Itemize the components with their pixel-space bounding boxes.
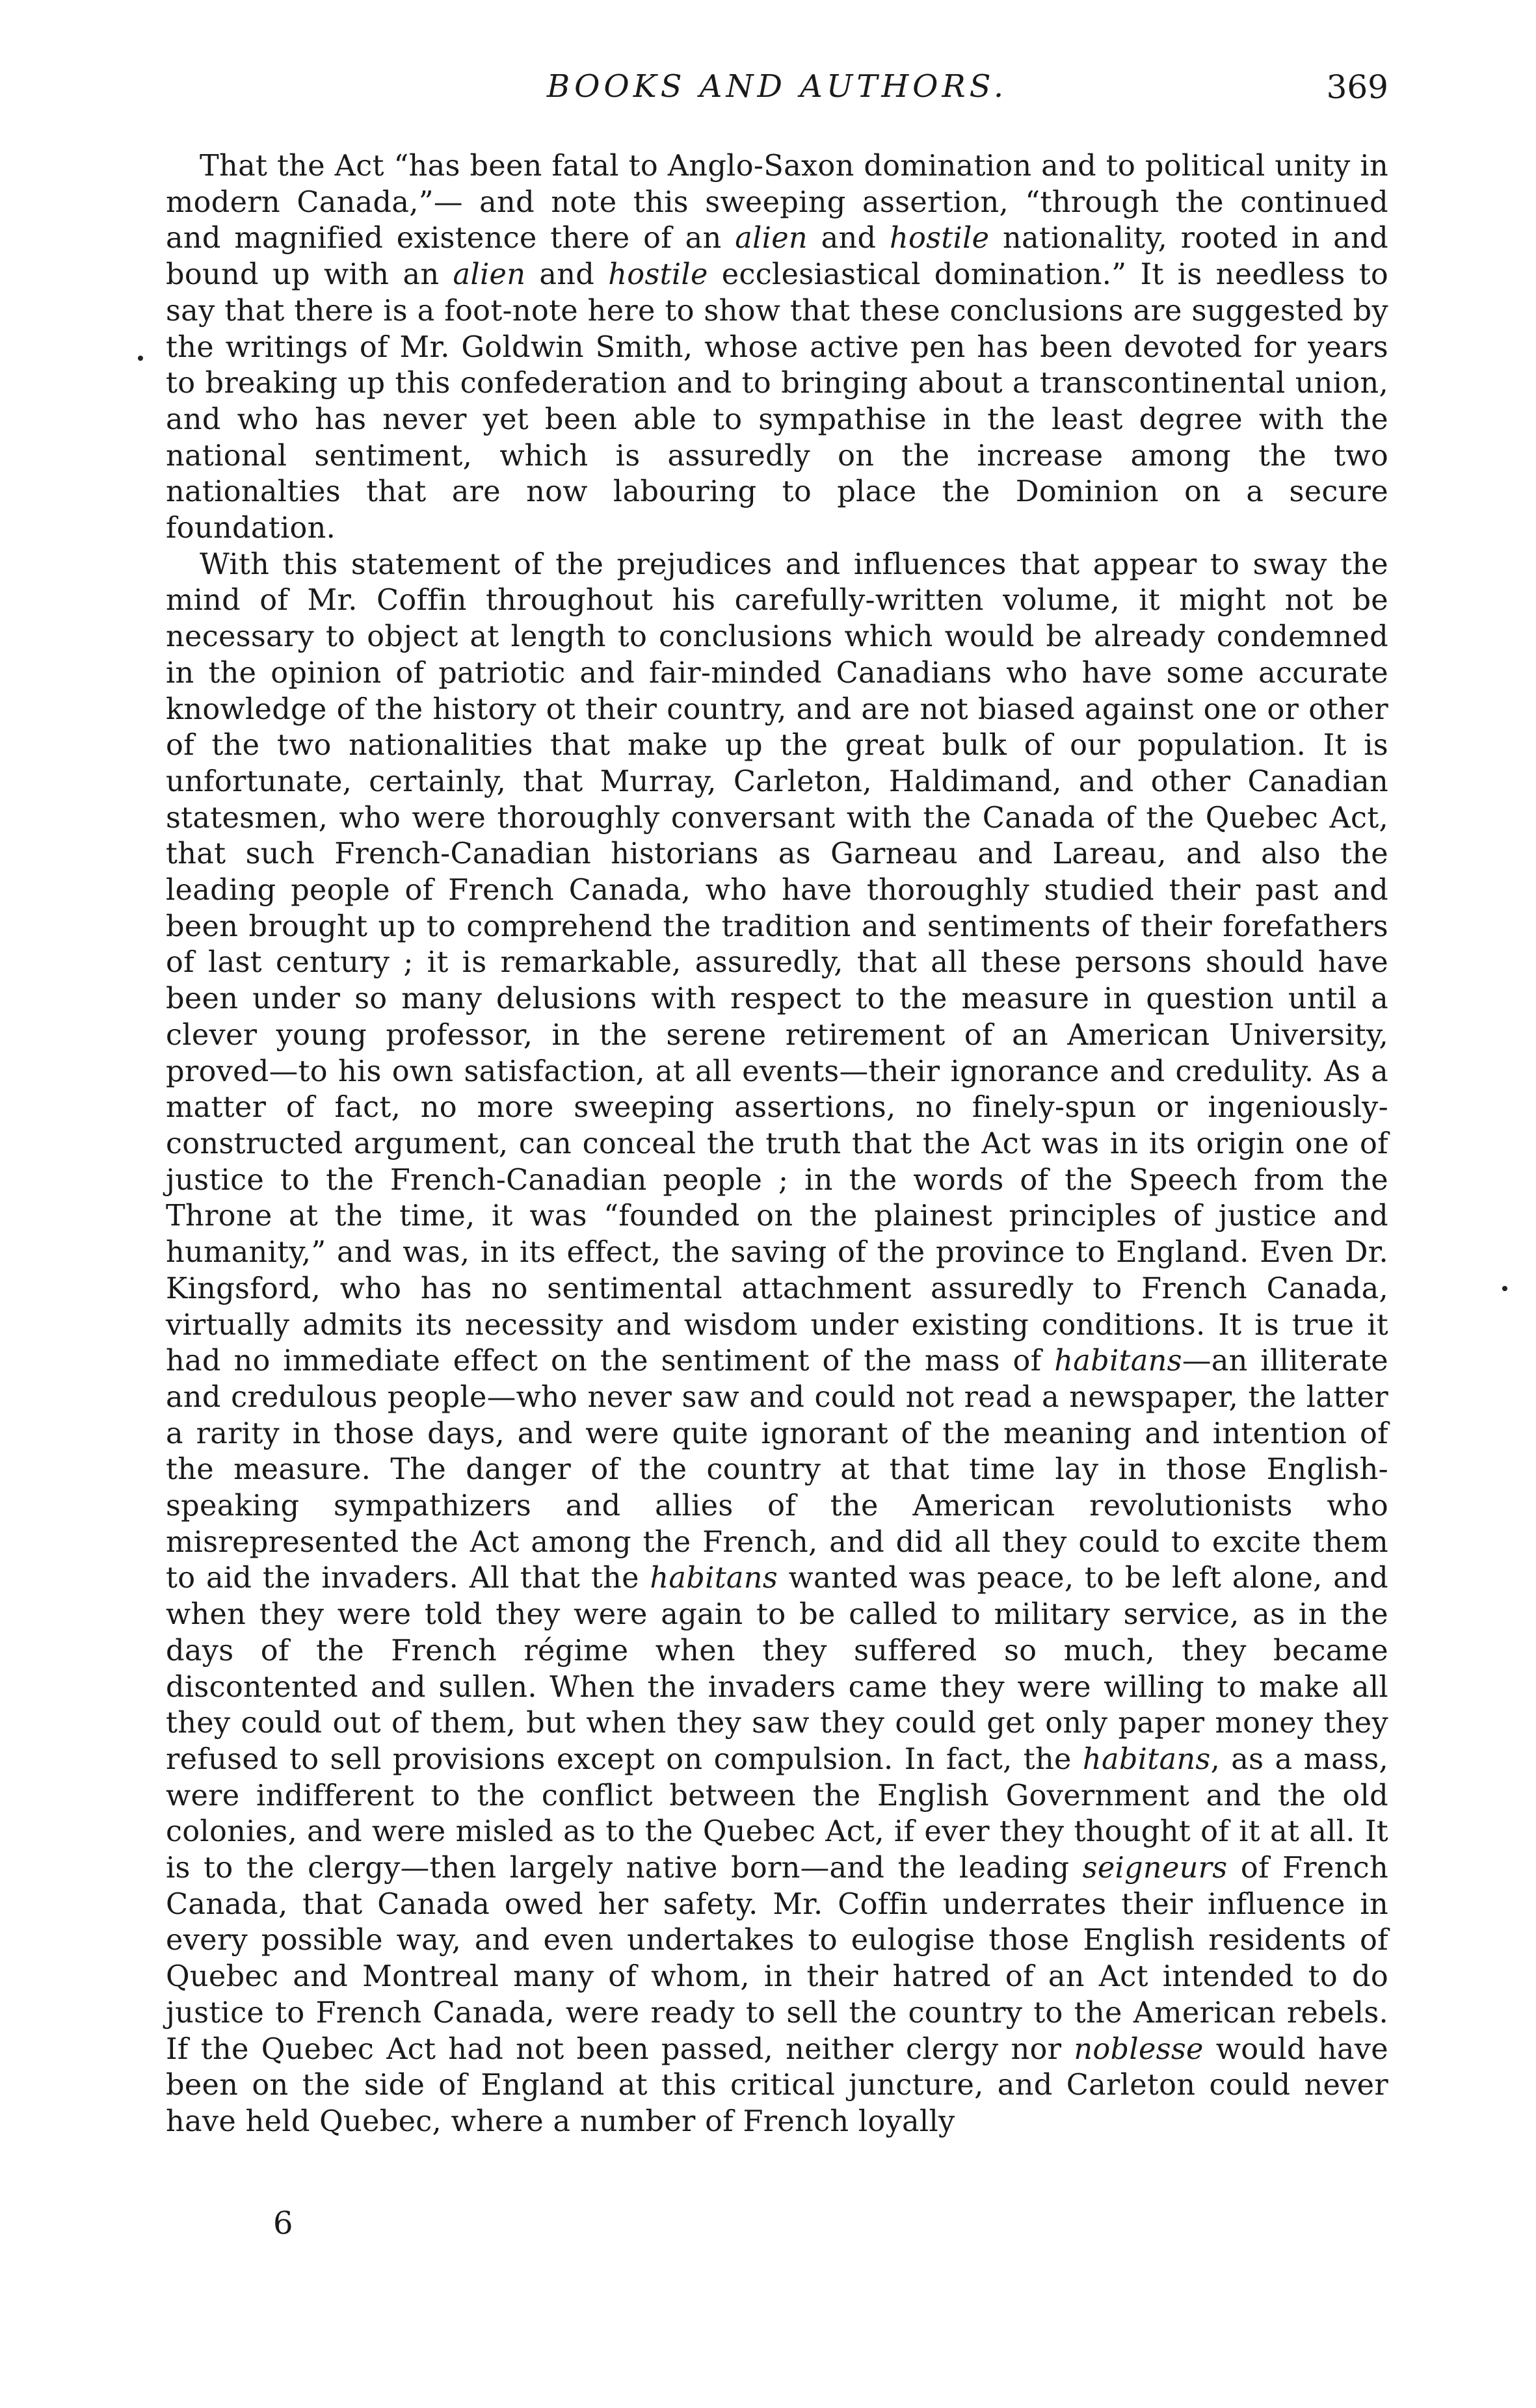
italic-term: habitans bbox=[650, 1561, 778, 1595]
italic-term: seigneurs bbox=[1082, 1851, 1228, 1885]
paragraph: With this statement of the prejudices and influences that appear to sway the mind of Mr. Coffin throughout his carefully-written volume, it might not be necessary to object at length to conclusions which would be already condemned in the opinion of patriotic and fair-minded Canadians who have some accurate knowledge of the history ot their country, and are not biased against one or other of the two nationalities that make up the great bulk of our population. It is unfortunate, certainly, that Murray, Carleton, Haldimand, and other Canadian statesmen, who were thoroughly conversant with the Canada of the Quebec Act, that such French-Canadian historians as Garneau and Lareau, and also the leading people of French Canada, who have thoroughly studied their past and been brought up to comprehend the tradition and sentiments of their forefathers of last century ; it is remarkable, assuredly, that all these persons should have been under so many delusions with respect to the measure in question until a clever young professor, in the serene retirement of an American University, proved—to his own satisfaction, at all events—their ignorance and credulity. As a matter of fact, no more sweeping assertions, no finely-spun or ingeniously-constructed argument, can conceal the truth that the Act was in its origin one of justice to the French-Canadian people ; in the words of the Speech from the Throne at the time, it was “founded on the plainest principles of justice and humanity,” and was, in its effect, the saving of the province to England. Even Dr. Kingsford, who has no sentimental attachment assuredly to French Canada, virtually admits its necessity and wisdom under existing conditions. It is true it had no immediate effect on the sentiment of the mass of habitans—an illiterate and credulous people—who never saw and could not read a newspaper, the latter a rarity in those days, and were quite ignorant of the meaning and intention of the measure. The danger of the country at that time lay in those English-speaking sympathizers and allies of the American revolutionists who misrepresented the Act among the French, and did all they could to excite them to aid the invaders. All that the habitans wanted was peace, to be left alone, and when they were told they were again to be called to military service, as in the days of the French régime when they suffered so much, they became discontented and sullen. When the invaders came they were willing to make all they could out of them, but when they saw they could get only paper money they refused to sell provisions except on compulsion. In fact, the habitans, as a mass, were indifferent to the conflict between the English Government and the old colonies, and were misled as to the Quebec Act, if ever they thought of it at all. It is to the clergy—then largely native born—and the leading seigneurs of French Canada, that Canada owed her safety. Mr. Coffin underrates their influence in every possible way, and even undertakes to eulogise those English residents of Quebec and Montreal many of whom, in their hatred of an Act intended to do justice to French Canada, were ready to sell the country to the American rebels. If the Quebec Act had not been passed, neither clergy nor noblesse would have been on the side of England at this critical juncture, and Carleton could never have held Quebec, where a number of French loyally bbox=[166, 547, 1388, 2138]
signature-mark: 6 bbox=[273, 2205, 293, 2242]
running-head bbox=[166, 68, 1388, 120]
italic-term: habitans bbox=[1082, 1742, 1211, 1776]
italic-term: habitans bbox=[1054, 1344, 1182, 1378]
body-text bbox=[166, 148, 1388, 2140]
paragraph: That the Act “has been fatal to Anglo-Saxon domination and to political unity in modern Canada,”— and note this sweeping assertion, “through the continued and magnified existence there of an alien and hostile nationality, rooted in and bound up with an alien and hostile ecclesiastical domination.” It is needless to say that there is a foot-note here to show that these conclusions are suggested by the writings of Mr. Goldwin Smith, whose active pen has been devoted for years to breaking up this confederation and to bringing about a transcontinental union, and who has never yet been able to sympathise in the least degree with the national sentiment, which is assuredly on the increase among the two nationalties that are now labouring to place the Dominion on a secure foundation. bbox=[166, 149, 1389, 545]
italic-term: alien bbox=[453, 257, 526, 292]
page-number: 369 bbox=[1326, 68, 1388, 106]
margin-dot bbox=[1502, 1286, 1507, 1291]
italic-term: noblesse bbox=[1074, 2032, 1204, 2066]
running-head-title: BOOKS AND AUTHORS. bbox=[546, 68, 1008, 105]
italic-term: alien bbox=[735, 221, 808, 255]
margin-dot bbox=[138, 356, 143, 361]
italic-term: hostile bbox=[889, 221, 990, 255]
italic-term: hostile bbox=[608, 257, 708, 292]
